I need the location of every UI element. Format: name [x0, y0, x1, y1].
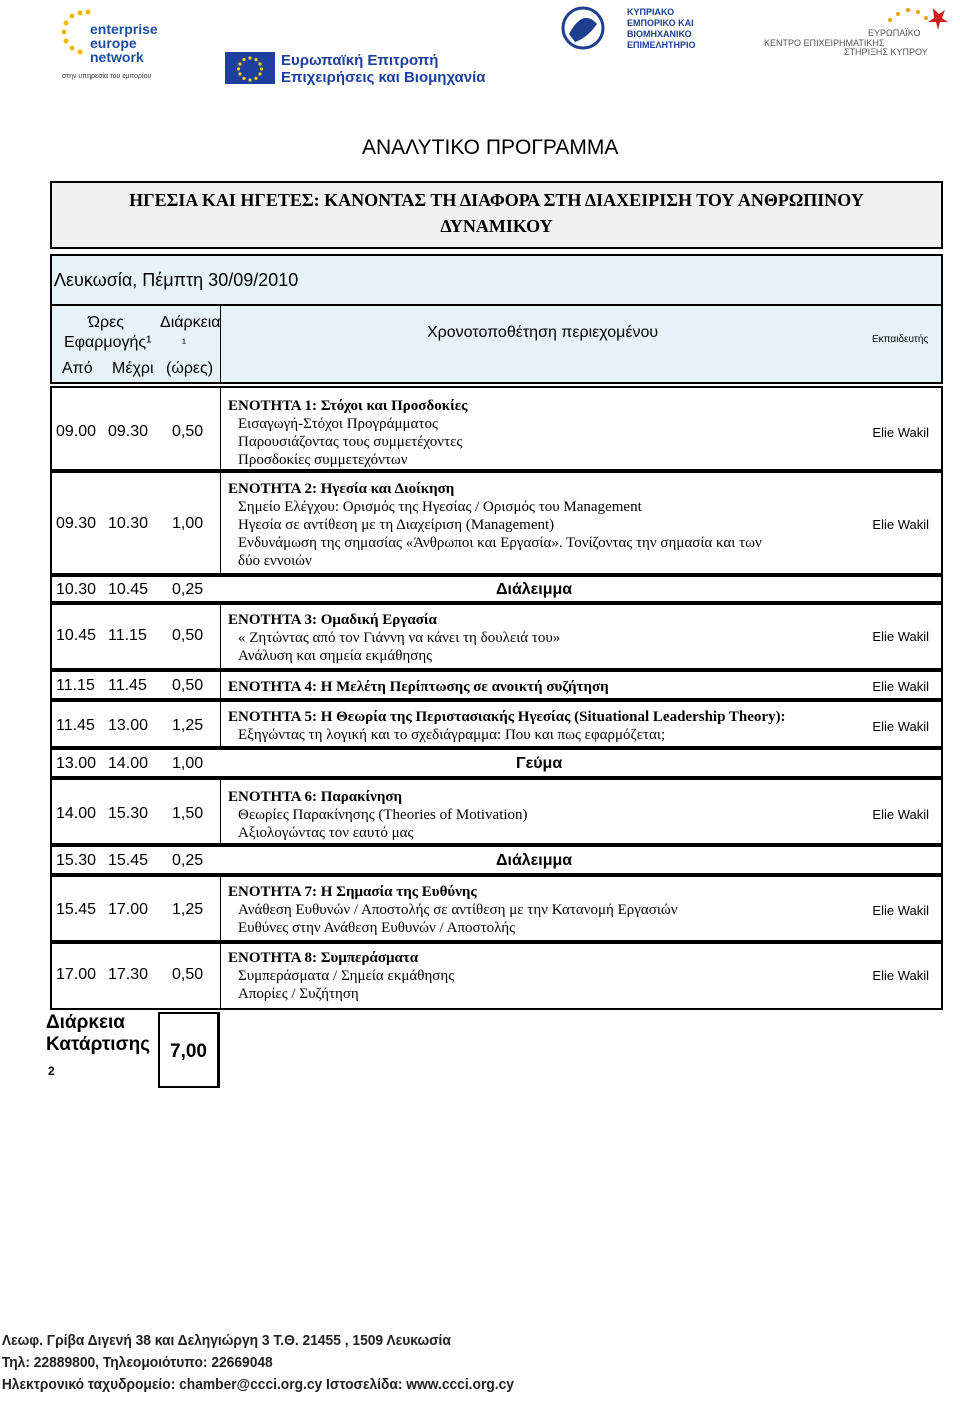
- row-to: 10.45: [108, 581, 149, 598]
- module-line: Αξιολογώντας τον εαυτό μας: [238, 825, 414, 841]
- module-line: Προσδοκίες συμμετεχόντων: [238, 452, 408, 468]
- module-heading: ΕΝΟΤΗΤΑ 7: Η Σημασία της Ευθύνης: [228, 884, 477, 900]
- row-to: 15.30: [108, 805, 149, 822]
- svg-text:Επιχειρήσεις και Βιομηχανία: Επιχειρήσεις και Βιομηχανία: [281, 69, 485, 86]
- module-line: Εισαγωγή-Στόχοι Προγράμματος: [238, 416, 438, 432]
- header-application: Εφαρμογής¹: [64, 334, 152, 351]
- european-business-support-centre-logo: [748, 4, 956, 56]
- row-to: 15.45: [108, 852, 149, 869]
- european-commission-logo: [225, 50, 485, 86]
- row-content: [228, 949, 454, 1003]
- module-line: « Ζητώντας από τον Γιάννη να κάνει τη δουλειά του»: [238, 630, 561, 646]
- row-trainer: Elie Wakil: [872, 903, 929, 918]
- row-content: [228, 883, 678, 937]
- row-content: [228, 708, 786, 744]
- total-duration-label: [46, 1012, 150, 1056]
- row-content: [228, 480, 762, 570]
- lunch-label: Γεύμα: [516, 755, 563, 772]
- module-line: Ενδυνάμωση της σημασίας «Άνθρωποι και Εργασία». Τονίζοντας την σημασία και των: [238, 535, 762, 551]
- cyprus-chamber-logo: [555, 4, 745, 54]
- course-title-line1: ΗΓΕΣΙΑ ΚΑΙ ΗΓΕΤΕΣ: ΚΑΝΟΝΤΑΣ ΤΗ ΔΙΑΦΟΡΑ ΣΤΗ ΔΙΑΧΕΙΡΙΣΗ ΤΟΥ ΑΝΘΡΩΠΙΝΟΥ: [129, 190, 864, 210]
- row-to: 17.00: [108, 901, 149, 918]
- row-from: 17.00: [56, 966, 97, 983]
- footer-email: Ηλεκτρονικό ταχυδρομείο: chamber@ccci.org.cy Ιστοσελίδα: www.ccci.org.cy: [1, 1376, 514, 1393]
- footer-address: Λεωφ. Γρίβα Διγενή 38 και Δεληγιώργη 3 Τ.Θ. 21455 , 1509 Λευκωσία: [1, 1332, 451, 1349]
- row-content: [228, 678, 609, 696]
- row-to: 09.30: [108, 423, 149, 440]
- schedule-row: [50, 603, 943, 670]
- row-to: 17.30: [108, 966, 149, 983]
- footer-phone: Τηλ: 22889800, Τηλεομοιότυπο: 22669048: [1, 1354, 273, 1371]
- row-from: 15.30: [56, 852, 97, 869]
- module-heading: ΕΝΟΤΗΤΑ 2: Ηγεσία και Διοίκηση: [228, 481, 455, 497]
- course-title-box: [50, 181, 943, 249]
- total-label-line1: Διάρκεια: [46, 1012, 125, 1033]
- header-from: Από: [62, 360, 93, 377]
- schedule-header: [50, 306, 943, 384]
- row-content: [228, 611, 560, 665]
- break-label: Διάλειμμα: [496, 581, 573, 598]
- svg-text:στην υπηρεσία του εμπορίου: στην υπηρεσία του εμπορίου: [62, 73, 152, 80]
- svg-text:europe: europe: [90, 35, 137, 51]
- row-duration: 0,50: [172, 966, 204, 983]
- module-heading: ΕΝΟΤΗΤΑ 8: Συμπεράσματα: [228, 950, 419, 966]
- svg-text:ΚΕΝΤΡΟ ΕΠΙΧΕΙΡΗΜΑΤΙΚΗΣ: ΚΕΝΤΡΟ ΕΠΙΧΕΙΡΗΜΑΤΙΚΗΣ: [764, 38, 885, 48]
- enterprise-europe-network-logo: [58, 6, 178, 84]
- lunch-row: [50, 748, 943, 778]
- module-heading: ΕΝΟΤΗΤΑ 6: Παρακίνηση: [228, 789, 403, 805]
- module-heading: ΕΝΟΤΗΤΑ 3: Ομαδική Εργασία: [228, 612, 437, 628]
- schedule-row: [50, 700, 943, 748]
- row-duration: 0,25: [172, 581, 204, 598]
- module-line: Εξηγώντας τη λογική και το σχεδιάγραμμα: Που και πως εφαρμόζεται;: [238, 727, 666, 743]
- break-row: [50, 845, 943, 875]
- row-trainer: Elie Wakil: [872, 719, 929, 734]
- module-line: Συμπεράσματα / Σημεία εκμάθησης: [238, 968, 455, 984]
- course-title-line2: ΔΥΝΑΜΙΚΟΥ: [440, 216, 553, 236]
- row-duration: 0,50: [172, 627, 204, 644]
- schedule-row: [50, 942, 943, 1010]
- row-duration: 1,00: [172, 755, 204, 772]
- row-trainer: Elie Wakil: [872, 425, 929, 440]
- row-duration: 1,50: [172, 805, 204, 822]
- svg-text:ΚΥΠΡΙΑΚΟ: ΚΥΠΡΙΑΚΟ: [627, 7, 675, 17]
- row-duration: 0,25: [172, 852, 204, 869]
- row-trainer: Elie Wakil: [872, 807, 929, 822]
- document-title: ΑΝΑΛΥΤΙΚΟ ΠΡΟΓΡΑΜΜΑ: [362, 136, 619, 159]
- module-line: δύο εννοιών: [238, 553, 312, 569]
- header-hours-unit: (ώρες): [166, 360, 214, 377]
- row-from: 10.45: [56, 627, 97, 644]
- svg-text:ΕΠΙΜΕΛΗΤΗΡΙΟ: ΕΠΙΜΕΛΗΤΗΡΙΟ: [627, 40, 696, 50]
- module-line: Θεωρίες Παρακίνησης (Theories of Motivation): [238, 807, 528, 823]
- svg-text:ΕΥΡΩΠΑΪΚΟ: ΕΥΡΩΠΑΪΚΟ: [868, 28, 921, 38]
- schedule-row: [50, 670, 943, 700]
- module-line: Σημείο Ελέγχου: Ορισμός της Ηγεσίας / Ορισμός του Management: [238, 499, 642, 515]
- row-duration: 1,00: [172, 515, 204, 532]
- row-from: 11.45: [56, 717, 95, 734]
- svg-text:ΒΙΟΜΗΧΑΝΙΚΟ: ΒΙΟΜΗΧΑΝΙΚΟ: [627, 29, 692, 39]
- footer-contact: [0, 1330, 560, 1396]
- header-trainer: Εκπαιδευτής: [872, 334, 929, 345]
- module-line: Ανάθεση Ευθυνών / Αποστολής σε αντίθεση με την Κατανομή Εργασιών: [238, 902, 678, 918]
- svg-text:enterprise: enterprise: [90, 21, 158, 37]
- row-trainer: Elie Wakil: [872, 968, 929, 983]
- svg-text:Ευρωπαϊκή Επιτροπή: Ευρωπαϊκή Επιτροπή: [281, 52, 439, 69]
- row-from: 11.15: [56, 677, 95, 694]
- schedule-row: [50, 471, 943, 575]
- module-line: Παρουσιάζοντας τους συμμετέχοντες: [238, 434, 463, 450]
- row-from: 09.30: [56, 515, 97, 532]
- module-heading: ΕΝΟΤΗΤΑ 1: Στόχοι και Προσδοκίες: [228, 398, 468, 414]
- row-trainer: Elie Wakil: [872, 629, 929, 644]
- row-to: 14.00: [108, 755, 149, 772]
- row-duration: 1,25: [172, 717, 204, 734]
- module-line: Ευθύνες στην Ανάθεση Ευθυνών / Αποστολής: [238, 920, 516, 936]
- svg-text:ΕΜΠΟΡΙΚΟ ΚΑΙ: ΕΜΠΟΡΙΚΟ ΚΑΙ: [627, 18, 694, 28]
- total-duration-value: 7,00: [158, 1012, 220, 1088]
- row-from: 10.30: [56, 581, 97, 598]
- row-duration: 0,50: [172, 423, 204, 440]
- module-line: Ηγεσία σε αντίθεση με τη Διαχείριση (Management): [238, 517, 555, 533]
- row-from: 14.00: [56, 805, 97, 822]
- total-label-line2: Κατάρτισης: [46, 1034, 151, 1055]
- row-from: 09.00: [56, 423, 97, 440]
- row-from: 15.45: [56, 901, 97, 918]
- row-content: [228, 788, 528, 842]
- module-line: Ανάλυση και σημεία εκμάθησης: [238, 648, 433, 664]
- svg-text:ΣΤΗΡΙΞΗΣ ΚΥΠΡΟΥ: ΣΤΗΡΙΞΗΣ ΚΥΠΡΟΥ: [844, 47, 928, 56]
- schedule-row: [50, 875, 943, 942]
- schedule-row: [50, 386, 943, 471]
- row-trainer: Elie Wakil: [872, 679, 929, 694]
- schedule-row: [50, 778, 943, 845]
- header-to: Μέχρι: [112, 360, 154, 377]
- header-divider: [220, 306, 221, 382]
- module-heading: ΕΝΟΤΗΤΑ 5: Η Θεωρία της Περιστασιακής Ηγεσίας (Situational Leadership Theory):: [228, 709, 786, 725]
- row-to: 11.45: [108, 677, 147, 694]
- row-from: 13.00: [56, 755, 97, 772]
- row-to: 11.15: [108, 627, 147, 644]
- header-hours: Ώρες: [88, 314, 124, 331]
- module-heading: ΕΝΟΤΗΤΑ 4: Η Μελέτη Περίπτωσης σε ανοικτή συζήτηση: [228, 679, 609, 695]
- row-trainer: Elie Wakil: [872, 517, 929, 532]
- row-duration: 0,50: [172, 677, 204, 694]
- module-line: Απορίες / Συζήτηση: [238, 986, 359, 1002]
- location-date: Λευκωσία, Πέμπτη 30/09/2010: [50, 254, 943, 306]
- header-duration: Διάρκεια: [160, 314, 221, 331]
- header-duration-sup: ¹: [182, 336, 186, 350]
- row-to: 10.30: [108, 515, 149, 532]
- total-footnote: 2: [48, 1064, 55, 1078]
- break-label: Διάλειμμα: [496, 852, 573, 869]
- header-content: Χρονοτοποθέτηση περιεχομένου: [427, 324, 659, 341]
- break-row: [50, 575, 943, 603]
- row-duration: 1,25: [172, 901, 204, 918]
- row-content: [228, 397, 467, 469]
- svg-text:network: network: [90, 49, 144, 65]
- row-to: 13.00: [108, 717, 149, 734]
